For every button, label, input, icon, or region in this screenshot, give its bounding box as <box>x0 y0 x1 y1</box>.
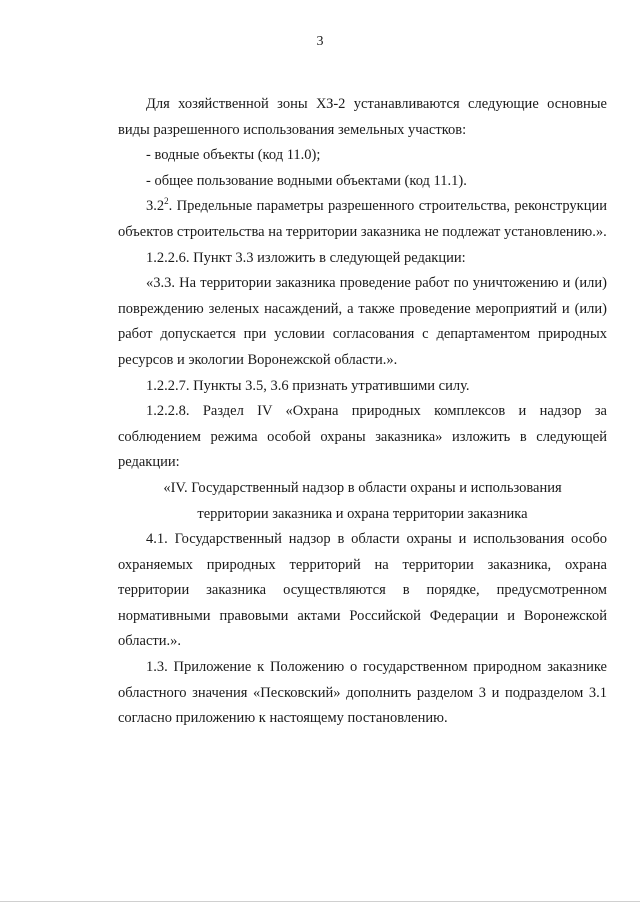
paragraph-zone-hz2: Для хозяйственной зоны ХЗ-2 устанавливаются следующие основные виды разрешенного использования земельных участков: <box>118 96 607 138</box>
paragraph-3-3-quote: «3.3. На территории заказника проведение работ по уничтожению и (или) повреждению зеленых насаждений, а также проведение мероприятий и (или) работ допускается при условии согласования с департаментом природных ресурсов и экологии Воронежской области.». <box>118 275 607 368</box>
document-body <box>118 92 607 732</box>
bottom-rule <box>0 901 640 902</box>
list-item-water-objects: - водные объекты (код 11.0); <box>146 147 321 164</box>
section-heading-line2: территории заказника и охрана территории заказника <box>197 505 528 522</box>
paragraph-1-2-2-8: 1.2.2.8. Раздел IV «Охрана природных комплексов и надзор за соблюдением режима особой охраны заказника» изложить в следующей редакции: <box>118 403 607 471</box>
clause-number: 3.2 <box>146 198 165 215</box>
clause-text: . Предельные параметры разрешенного строительства, реконструкции объектов строительства на территории заказника не подлежат установлению.». <box>118 198 607 240</box>
paragraph-4-1: 4.1. Государственный надзор в области охраны и использования особо охраняемых природных территорий на территории заказника, охрана территории заказника осуществляются в порядке, предусмотренном нормативными правовыми актами Российской Федерации и Воронежской области.». <box>118 531 607 650</box>
paragraph-1-2-2-7: 1.2.2.7. Пункты 3.5, 3.6 признать утратившими силу. <box>146 377 470 394</box>
paragraph-1-2-2-6: 1.2.2.6. Пункт 3.3 изложить в следующей редакции: <box>146 249 466 266</box>
paragraph-3-2-2 <box>118 194 607 245</box>
page-number: 3 <box>316 34 324 49</box>
paragraph-1-3: 1.3. Приложение к Положению о государственном природном заказнике областного значения «Песковский» дополнить разделом 3 и подразделом 3.1 согласно приложению к настоящему постановлению. <box>118 659 607 727</box>
clause-superscript: 2 <box>164 196 169 207</box>
section-heading-line1: «IV. Государственный надзор в области охраны и использования <box>163 479 562 496</box>
list-item-water-use: - общее пользование водными объектами (код 11.1). <box>146 172 467 189</box>
